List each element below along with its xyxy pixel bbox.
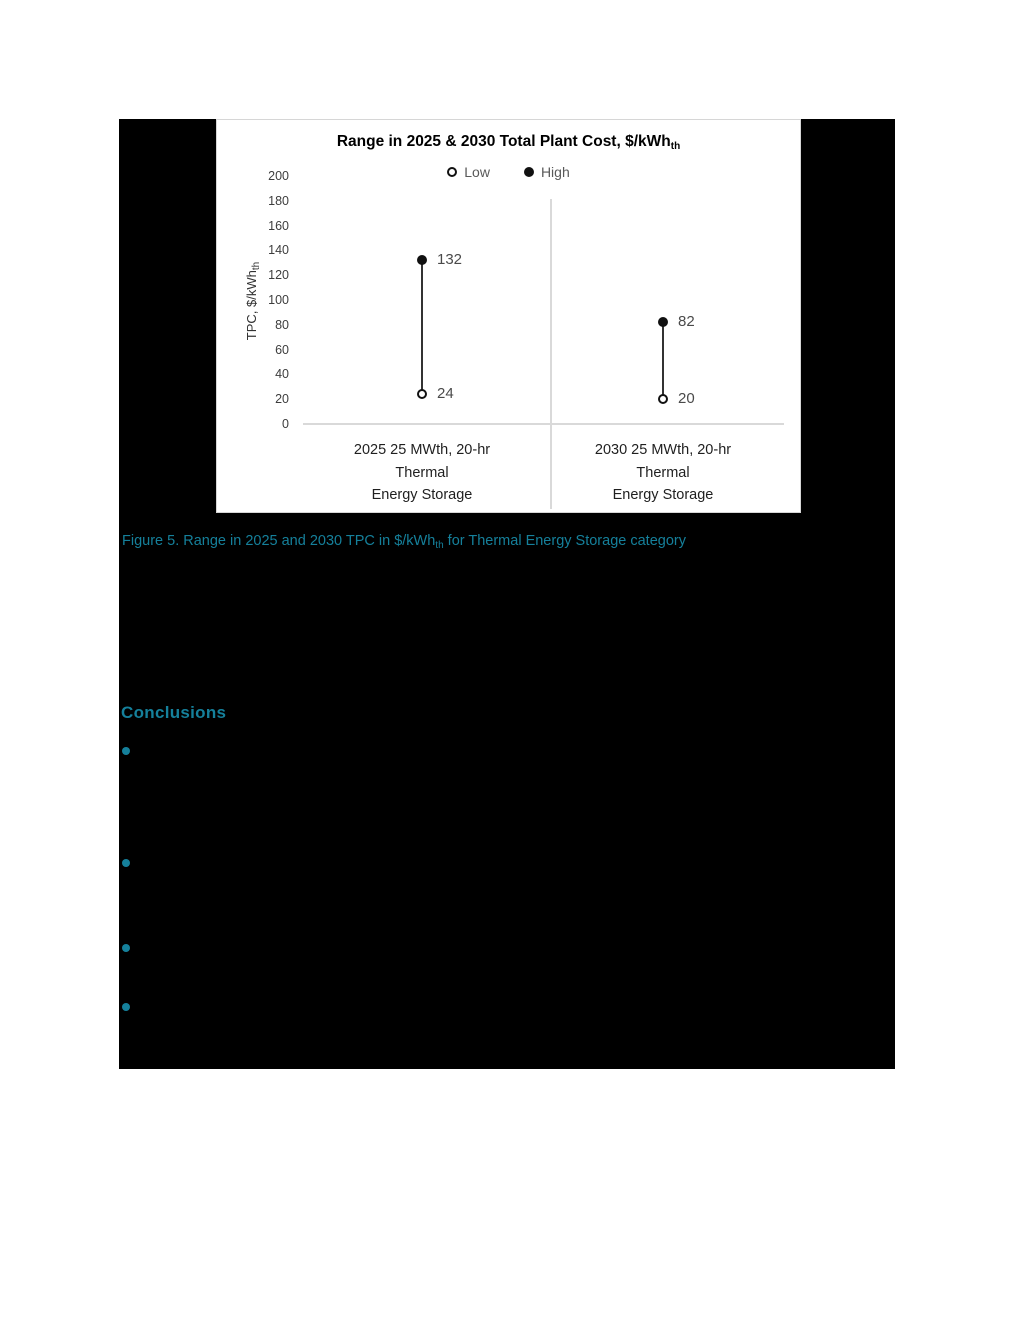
x-axis-line: [303, 423, 784, 425]
category-axis-label-line: Thermal: [636, 464, 690, 481]
y-axis-tick-label: 0: [282, 417, 289, 431]
y-axis-title-text: TPC, $/kWh: [244, 270, 259, 341]
category-axis-label-line: Energy Storage: [612, 487, 714, 503]
low-marker-icon: [417, 389, 427, 399]
conclusions-heading: Conclusions: [121, 703, 227, 722]
figure-caption: [122, 533, 822, 551]
y-axis-title-subscript: th: [251, 261, 262, 271]
legend-label-low: Low: [464, 164, 490, 180]
y-axis-tick-label: 140: [268, 243, 289, 258]
bullet-marker: [122, 1003, 130, 1011]
y-axis-tick-label: 120: [268, 268, 289, 283]
y-axis-tick-label: 100: [268, 293, 289, 307]
y-axis-tick-label: 60: [275, 342, 289, 357]
category-axis-label-line: 2030 25 MWth, 20-hr: [594, 442, 732, 458]
chart-title: [217, 133, 800, 152]
y-axis-tick-label: 200: [268, 169, 289, 183]
category-axis-label-line: 2025 25 MWth, 20-hr: [353, 442, 491, 458]
range-connector: [421, 260, 423, 394]
y-axis-tick-label: 80: [275, 317, 289, 332]
y-axis-tick-label: 40: [275, 367, 289, 382]
filled-circle-icon: [524, 167, 534, 177]
category-axis-label-line: Thermal: [395, 464, 449, 481]
category-axis-label: [297, 439, 547, 507]
low-marker-icon: [658, 394, 668, 404]
data-label-low: 20: [678, 390, 695, 408]
bullet-marker: [122, 944, 130, 952]
legend-item-high: [524, 164, 570, 180]
range-connector: [662, 322, 664, 399]
category-axis-label: [538, 439, 788, 507]
high-marker-icon: [417, 255, 427, 265]
bullet-marker: [122, 859, 130, 867]
legend-label-high: High: [540, 164, 570, 180]
figure-caption-subscript: th: [435, 540, 444, 551]
figure-caption-text: Figure 5. Range in 2025 and 2030 TPC in $/kWh: [122, 533, 436, 549]
data-label-high: 82: [678, 313, 695, 331]
y-axis-tick-label: 160: [268, 218, 289, 233]
figure-caption-rest: for Thermal Energy Storage category: [443, 533, 686, 549]
category-axis-label-line: Energy Storage: [371, 487, 473, 503]
data-label-low: 24: [437, 385, 454, 403]
legend-item-low: [447, 164, 490, 180]
high-marker-icon: [658, 317, 668, 327]
bullet-marker: [122, 747, 130, 755]
chart-title-subscript: th: [670, 141, 681, 152]
figure-chart: [216, 119, 801, 513]
chart-title-text: Range in 2025 & 2030 Total Plant Cost, $/kWh: [336, 133, 671, 150]
y-axis-tick-label: 180: [268, 193, 289, 208]
open-circle-icon: [447, 167, 457, 177]
y-axis-tick-label: 20: [275, 392, 289, 407]
chart-legend: [217, 164, 800, 180]
data-label-high: 132: [437, 251, 463, 269]
